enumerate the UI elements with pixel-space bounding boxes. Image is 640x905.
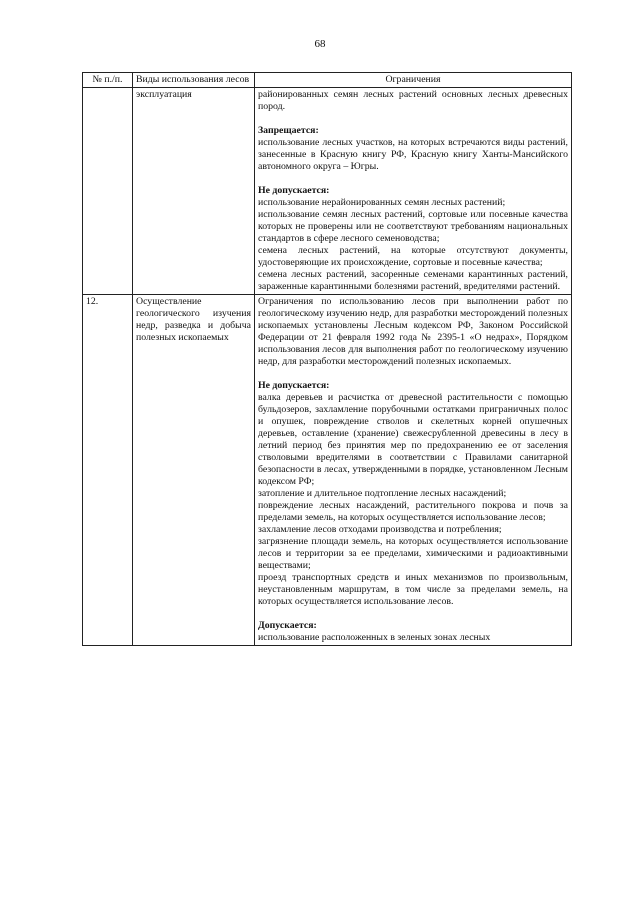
restriction-paragraph: затопление и длительное подтопление лесных насаждений; — [258, 488, 507, 499]
page-number: 68 — [314, 38, 326, 50]
header-number: № п./п. — [83, 73, 133, 88]
section-heading: Не допускается: — [258, 380, 330, 391]
restriction-paragraph: семена лесных растений, на которые отсутствуют документы, удостоверяющие их происхождение, сортовые и посевные качества; — [258, 245, 568, 268]
row-restrictions — [255, 88, 572, 295]
restriction-paragraph: использование расположенных в зеленых зонах лесных — [258, 632, 491, 643]
paragraph-spacer — [258, 368, 568, 380]
table-row — [83, 295, 572, 646]
header-restrictions: Ограничения — [255, 73, 572, 88]
restriction-paragraph: использование семян лесных растений, сортовые или посевные качества которых не проверены или не соответствуют требованиям национальных стандартов в сфере лесного семеноводства; — [258, 209, 568, 244]
header-forest-use-type: Виды использования лесов — [133, 73, 255, 88]
row-restrictions — [255, 295, 572, 646]
restriction-paragraph: проезд транспортных средств и иных механизмов по произвольным, неустановленным маршрутам, в том числе за пределами земель, на которых осуществляется использование лесов. — [258, 572, 568, 607]
restriction-paragraph: загрязнение площади земель, на которых осуществляется использование лесов и территории за ее пределами, химическими и радиоактивными веществами; — [258, 536, 568, 571]
restrictions-table — [82, 72, 572, 646]
paragraph-spacer — [258, 608, 568, 620]
paragraph-spacer — [258, 173, 568, 185]
restriction-paragraph: валка деревьев и расчистка от древесной растительности с помощью бульдозеров, захламление порубочными остатками приграничных полос и опушек, повреждение стволов и скелетных корней опушечных деревьев, оставление (хранение) свежесрубленной древесины в лесу в летний период без принятия мер по предохранению ее от заселения стволовыми вредителями в соответствии с Правилами санитарной безопасности в лесах, утвержденными в порядке, установленном Лесным кодексом РФ; — [258, 392, 568, 487]
restriction-paragraph: семена лесных растений, засоренные семенами карантинных растений, зараженные карантинными болезнями растений, вредителями растений. — [258, 269, 568, 292]
table-row — [83, 88, 572, 295]
section-heading: Не допускается: — [258, 185, 330, 196]
section-heading: Допускается: — [258, 620, 317, 631]
row-use-type: эксплуатация — [133, 88, 255, 295]
restriction-paragraph: Ограничения по использованию лесов при выполнении работ по геологическому изучению недр, для разработки месторождений полезных ископаемых установлены Лесным кодексом РФ, Законом Российской Федерации от 21 февраля 1992 года № 2395-1 «О недрах», Порядком использования лесов для выполнения работ по геологическому изучению недр, для разработки месторождений полезных ископаемых. — [258, 296, 568, 367]
restriction-paragraph: районированных семян лесных растений основных лесных древесных пород. — [258, 89, 568, 112]
restriction-paragraph: использование лесных участков, на которых встречаются виды растений, занесенные в Красную книгу РФ, Красную книгу Ханты-Мансийского автономного округа – Югры. — [258, 137, 568, 172]
row-number: 12. — [83, 295, 133, 646]
restriction-paragraph: повреждение лесных насаждений, растительного покрова и почв за пределами земель, на которых осуществляется использование лесов; — [258, 500, 568, 523]
row-number — [83, 88, 133, 295]
row-use-type: Осуществление геологического изучения недр, разведка и добыча полезных ископаемых — [133, 295, 255, 646]
section-heading: Запрещается: — [258, 125, 319, 136]
restriction-paragraph: использование нерайонированных семян лесных растений; — [258, 197, 506, 208]
paragraph-spacer — [258, 113, 568, 125]
restriction-paragraph: захламление лесов отходами производства и потребления; — [258, 524, 502, 535]
table-header-row — [83, 73, 572, 88]
